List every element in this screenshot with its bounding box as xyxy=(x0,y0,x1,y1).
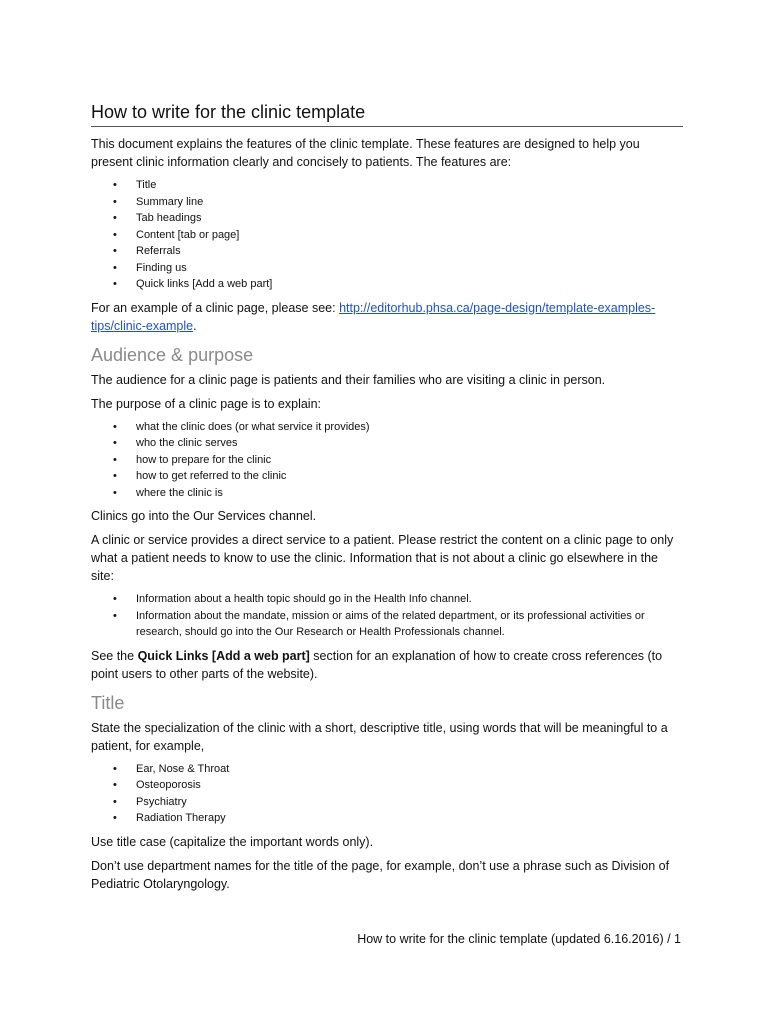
example-link[interactable]: http://editorhub.phsa.ca/page-design/template-examples-tips/clinic-example xyxy=(91,300,656,333)
bullet-icon: • xyxy=(113,245,117,257)
bullet-icon: • xyxy=(113,609,117,622)
title-examples-list xyxy=(91,761,683,827)
example-prefix: For an example of a clinic page, please see: xyxy=(91,300,340,315)
quick-links-reference: Quick Links [Add a web part] xyxy=(137,648,310,663)
list-item-label: Referrals xyxy=(136,245,181,257)
list-item xyxy=(91,810,683,827)
bullet-icon: • xyxy=(113,470,117,482)
bullet-icon: • xyxy=(113,812,117,824)
list-item-label: what the clinic does (or what service it provides) xyxy=(136,420,370,433)
see-prefix: See the xyxy=(91,648,138,663)
list-item xyxy=(91,591,683,608)
list-item-label: Information about the mandate, mission or aims of the related department, or its professional activities or research, should go into the Our Research or Health Professionals channel. xyxy=(136,609,645,638)
document-body xyxy=(91,100,683,899)
list-item xyxy=(91,485,683,502)
list-item-label: Radiation Therapy xyxy=(136,812,226,824)
list-item xyxy=(91,794,683,811)
list-item xyxy=(91,468,683,485)
see-paragraph xyxy=(91,647,683,683)
restrict-paragraph: A clinic or service provides a direct service to a patient. Please restrict the content on a clinic page to only what a patient needs to know to use the clinic. Information that is not about a clinic go elsewhere in the site: xyxy=(91,533,674,583)
list-item xyxy=(91,177,683,194)
title-intro-paragraph: State the specialization of the clinic with a short, descriptive title, using words that will be meaningful to a patient, for example, xyxy=(91,720,668,753)
list-item-label: Summary line xyxy=(136,195,204,208)
intro-paragraph: This document explains the features of the clinic template. These features are designed to help you present clinic information clearly and concisely to patients. The features are: xyxy=(91,137,640,169)
list-item xyxy=(91,243,683,260)
list-item-label: Ear, Nose & Throat xyxy=(136,762,230,775)
bullet-icon: • xyxy=(113,195,117,208)
elsewhere-list xyxy=(91,591,683,641)
list-item-label: Information about a health topic should go in the Health Info channel. xyxy=(136,593,472,605)
list-item xyxy=(91,276,683,293)
page-footer: How to write for the clinic template (updated 6.16.2016) / 1 xyxy=(357,932,681,946)
example-paragraph xyxy=(91,299,683,335)
channel-paragraph: Clinics go into the Our Services channel. xyxy=(91,509,317,523)
list-item-label: Title xyxy=(136,179,157,191)
bullet-icon: • xyxy=(113,593,117,605)
purpose-list xyxy=(91,419,683,502)
audience-heading: Audience & purpose xyxy=(91,344,254,365)
example-suffix: . xyxy=(193,318,197,333)
bullet-icon: • xyxy=(113,420,117,433)
list-item-label: Content [tab or page] xyxy=(136,228,240,241)
bullet-icon: • xyxy=(113,795,117,808)
list-item xyxy=(91,608,683,641)
bullet-icon: • xyxy=(113,278,117,290)
list-item xyxy=(91,777,683,794)
list-item xyxy=(91,435,683,452)
document-title: How to write for the clinic template xyxy=(91,100,683,127)
department-paragraph: Don’t use department names for the title of the page, for example, don’t use a phrase such as Division of Pediatric Otolaryngology. xyxy=(91,858,670,891)
list-item xyxy=(91,227,683,244)
list-item-label: Finding us xyxy=(136,261,187,274)
list-item xyxy=(91,761,683,778)
list-item-label: how to prepare for the clinic xyxy=(136,453,272,466)
bullet-icon: • xyxy=(113,179,117,191)
bullet-icon: • xyxy=(113,212,117,224)
list-item-label: how to get referred to the clinic xyxy=(136,470,287,482)
bullet-icon: • xyxy=(113,486,117,499)
purpose-paragraph: The purpose of a clinic page is to explain: xyxy=(91,396,321,411)
bullet-icon: • xyxy=(113,228,117,241)
bullet-icon: • xyxy=(113,453,117,466)
list-item xyxy=(91,194,683,211)
see-suffix: section for an explanation of how to create cross references (to point users to other parts of the website). xyxy=(91,648,663,681)
bullet-icon: • xyxy=(113,762,117,775)
list-item xyxy=(91,452,683,469)
list-item-label: where the clinic is xyxy=(136,486,223,499)
list-item xyxy=(91,419,683,436)
list-item-label: who the clinic serves xyxy=(136,437,238,449)
list-item-label: Osteoporosis xyxy=(136,779,201,791)
list-item-label: Tab headings xyxy=(136,212,202,224)
bullet-icon: • xyxy=(113,779,117,791)
list-item-label: Quick links [Add a web part] xyxy=(136,278,273,290)
title-heading: Title xyxy=(91,692,125,713)
bullet-icon: • xyxy=(113,261,117,274)
title-case-paragraph: Use title case (capitalize the important words only). xyxy=(91,834,374,849)
features-list xyxy=(91,177,683,293)
list-item xyxy=(91,210,683,227)
list-item-label: Psychiatry xyxy=(136,795,187,808)
audience-paragraph: The audience for a clinic page is patients and their families who are visiting a clinic in person. xyxy=(91,372,606,387)
bullet-icon: • xyxy=(113,437,117,449)
list-item xyxy=(91,260,683,277)
